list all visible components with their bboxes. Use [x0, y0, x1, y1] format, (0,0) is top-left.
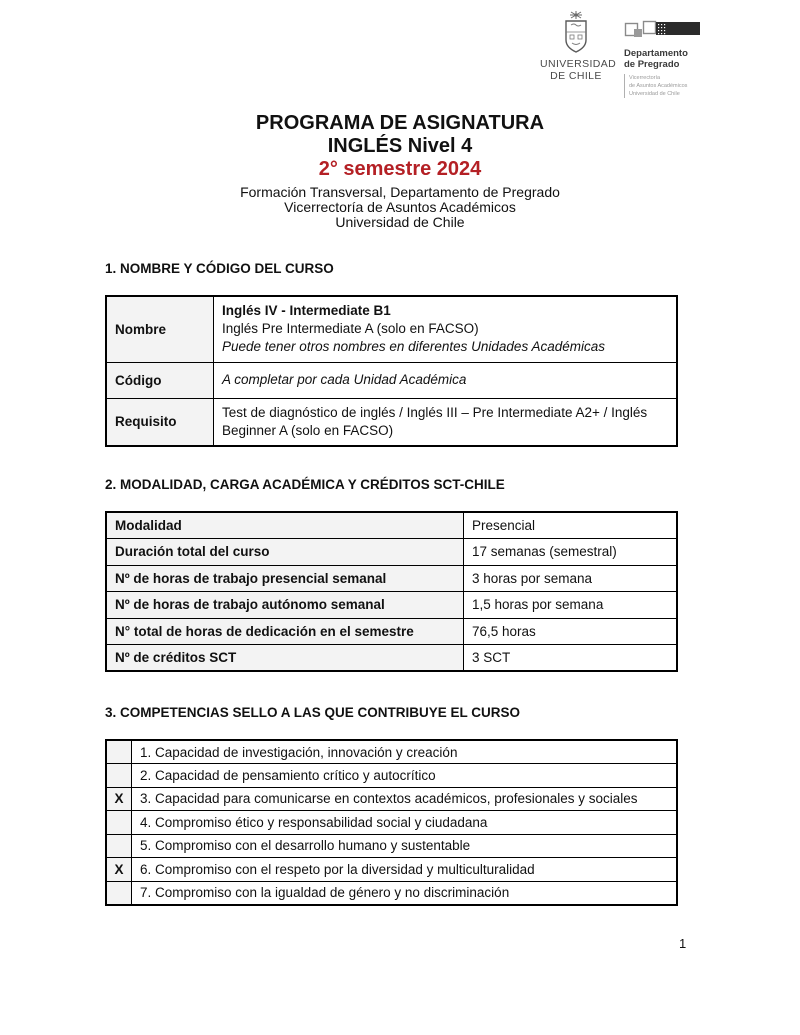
competency-label: 5. Compromiso con el desarrollo humano y sustentable: [132, 834, 678, 858]
table-row: [106, 618, 677, 645]
competency-label: 7. Compromiso con la igualdad de género y no discriminación: [132, 881, 678, 905]
row-value: 3 SCT: [464, 645, 678, 672]
uchile-logo-text-line1: UNIVERSIDAD: [540, 58, 617, 70]
table-row: [106, 811, 677, 835]
row-value: 3 horas por semana: [464, 565, 678, 592]
nombre-line3: Puede tener otros nombres en diferentes Unidades Académicas: [222, 339, 605, 355]
competency-label: 6. Compromiso con el respeto por la diversidad y multiculturalidad: [132, 858, 678, 882]
row-value-requisito: Test de diagnóstico de inglés / Inglés III – Pre Intermediate A2+ / Inglés Beginner A (solo en FACSO): [214, 398, 678, 446]
section2-heading: 2. MODALIDAD, CARGA ACADÉMICA Y CRÉDITOS SCT-CHILE: [105, 477, 505, 492]
table-row: [106, 764, 677, 788]
title-subtitle2: Vicerrectoría de Asuntos Académicos: [284, 199, 516, 215]
uchile-emblem-icon: [557, 10, 595, 56]
table-row: [106, 787, 677, 811]
row-label: Nº de horas de trabajo autónomo semanal: [106, 592, 464, 619]
row-value-codigo: A completar por cada Unidad Académica: [214, 362, 678, 398]
nombre-line1: Inglés IV - Intermediate B1: [222, 303, 391, 319]
row-value: 1,5 horas por semana: [464, 592, 678, 619]
document-title-line2: INGLÉS Nivel 4: [327, 135, 473, 157]
document-title-line1: PROGRAMA DE ASIGNATURA: [255, 112, 545, 134]
table-row: [106, 834, 677, 858]
semester-title: 2° semestre 2024: [318, 158, 482, 180]
row-value: Presencial: [464, 512, 678, 539]
pregrado-sub-line2: de Asuntos Académicos: [629, 83, 688, 89]
table-row: [106, 858, 677, 882]
title-subtitle1: Formación Transversal, Departamento de Pregrado: [240, 184, 560, 200]
competency-mark: [106, 764, 132, 788]
table-row: [106, 539, 677, 566]
row-label: Duración total del curso: [106, 539, 464, 566]
page-number: 1: [679, 936, 687, 951]
table-row-requisito: [106, 398, 677, 446]
table-row: [106, 592, 677, 619]
section3-heading: 3. COMPETENCIAS SELLO A LAS QUE CONTRIBUYE EL CURSO: [105, 705, 521, 720]
course-name-code-table: [105, 295, 678, 447]
competency-mark: X: [106, 787, 132, 811]
competency-label: 4. Compromiso ético y responsabilidad social y ciudadana: [132, 811, 678, 835]
pregrado-dept-line1: Departamento: [624, 48, 688, 59]
section1-heading: 1. NOMBRE Y CÓDIGO DEL CURSO: [105, 261, 334, 276]
pregrado-dept-line2: de Pregrado: [624, 59, 680, 70]
competencies-table: [105, 739, 678, 906]
table-row: [106, 645, 677, 672]
table-row: [106, 565, 677, 592]
competency-label: 1. Capacidad de investigación, innovación y creación: [132, 740, 678, 764]
pregrado-squares-icon: [624, 20, 704, 40]
universidad-de-chile-logo: [540, 10, 617, 98]
pregrado-sub-line3: Universidad de Chile: [629, 91, 680, 97]
title-block: [0, 112, 800, 230]
row-label: Modalidad: [106, 512, 464, 539]
competency-mark: [106, 811, 132, 835]
competency-label: 2. Capacidad de pensamiento crítico y autocrítico: [132, 764, 678, 788]
title-subtitle3: Universidad de Chile: [335, 214, 465, 230]
header-logos: [540, 10, 710, 98]
row-label: Nº de horas de trabajo presencial semanal: [106, 565, 464, 592]
table-row-nombre: [106, 296, 677, 362]
modality-credits-table: [105, 511, 678, 672]
competency-mark: X: [106, 858, 132, 882]
row-value: 76,5 horas: [464, 618, 678, 645]
competency-mark: [106, 881, 132, 905]
table-row-codigo: [106, 362, 677, 398]
competency-mark: [106, 834, 132, 858]
row-label: N° total de horas de dedicación en el semestre: [106, 618, 464, 645]
row-label-codigo: Código: [106, 362, 214, 398]
row-label-requisito: Requisito: [106, 398, 214, 446]
row-value-nombre: [214, 296, 678, 362]
nombre-line2: Inglés Pre Intermediate A (solo en FACSO): [222, 321, 479, 337]
pregrado-sub-line1: Vicerrectoría: [629, 75, 661, 81]
competency-mark: [106, 740, 132, 764]
row-label-nombre: Nombre: [106, 296, 214, 362]
table-row: [106, 740, 677, 764]
competency-label: 3. Capacidad para comunicarse en contextos académicos, profesionales y sociales: [132, 787, 678, 811]
table-row: [106, 512, 677, 539]
departamento-pregrado-logo: [624, 10, 710, 98]
table-row: [106, 881, 677, 905]
row-label: Nº de créditos SCT: [106, 645, 464, 672]
row-value: 17 semanas (semestral): [464, 539, 678, 566]
uchile-logo-text-line2: DE CHILE: [550, 70, 602, 82]
